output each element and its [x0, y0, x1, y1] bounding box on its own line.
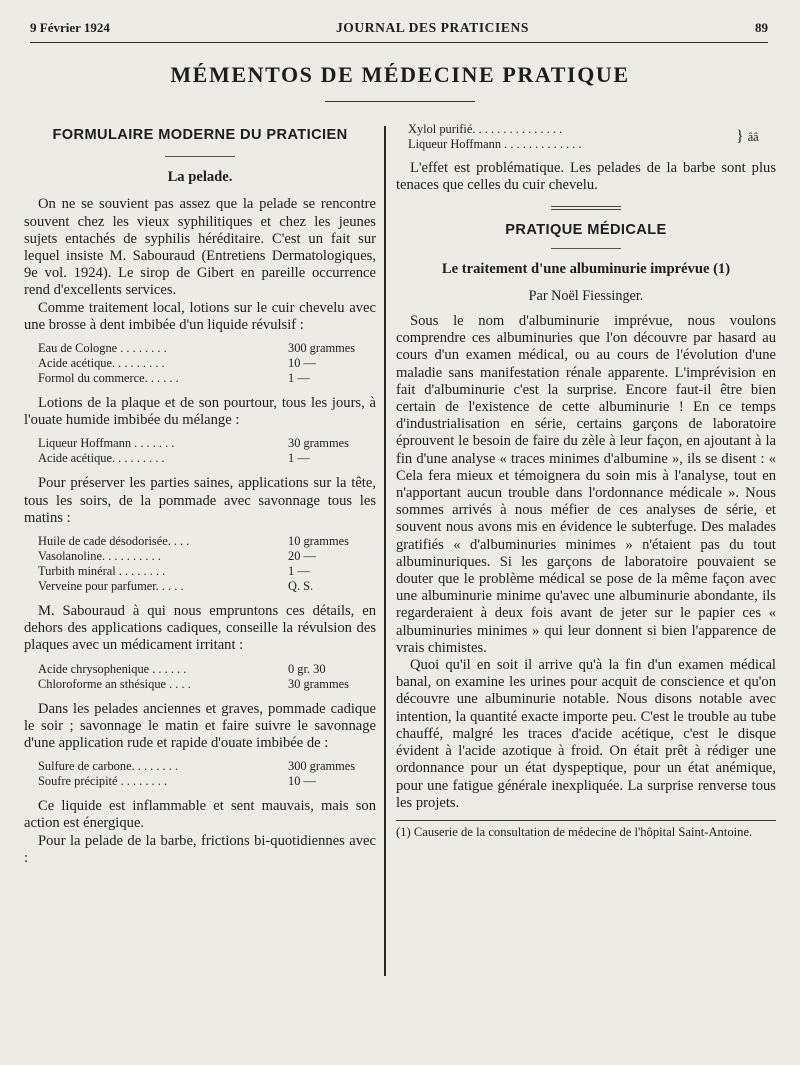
recipe-qty: } ââ [736, 128, 759, 145]
recipe-qty: 10 — [288, 356, 316, 371]
recipe-table [24, 341, 376, 386]
recipe-qty: 30 grammes [288, 676, 349, 691]
recipe-table [24, 662, 376, 692]
recipe-row [24, 371, 376, 386]
recipe-row [24, 662, 376, 677]
recipe-item: Turbith minéral . . . . . . . . [38, 564, 166, 579]
recipe-qty: 300 grammes [288, 341, 356, 356]
recipe-row [24, 677, 376, 692]
recipe-qty: Q. S. [288, 579, 314, 594]
recipe-qty: 1 — [288, 451, 310, 466]
paragraph: Quoi qu'il en soit il arrive qu'à la fin d'un examen médical banal, on examine les urines pour acquit de conscience et qu'on découvre une albuminurie notable. Nous disons notable avec intention, la quantité exacte importe peu. C'est le trouble au tube chauffé, malgré les traces d'acide acétique, c'est le disque évident à l'acide azotique à froid. On était prêt à rédiger une ordonnance pour un état dyspeptique, pour un état anémique, pour une fatigue générale inexpliquée. La surprise renverse tous les projets. [396, 657, 776, 811]
recipe-qty: 30 grammes [288, 436, 349, 451]
section-rule [551, 206, 621, 210]
recipe-item: Soufre précipité . . . . . . . . [38, 774, 168, 789]
recipe-row [24, 759, 376, 774]
article-title-pelade: La pelade. [167, 169, 233, 186]
paragraph: Lotions de la plaque et de son pourtour, tous les jours, à l'ouate humide imbibée du mélange : [24, 395, 376, 429]
recipe-table [24, 534, 376, 594]
recipe-qty: 0 gr. 30 [288, 661, 326, 676]
section-heading-pratique: PRATIQUE MÉDICALE [505, 222, 667, 239]
recipe-qty: 300 grammes [288, 759, 356, 774]
recipe-row [24, 356, 376, 371]
paragraph: Sous le nom d'albuminurie imprévue, nous voulons comprendre ces albuminuries que l'on découvre par hasard au cours d'un examen médical, ou au cours de l'évolution d'une maladie sans manifestation rénale apparente. L'imprévision en fait d'albuminurie c'est la surprise. Encore faut-il être bien certain de l'existence de cette albuminurie ! En ce temps d'industrialisation en série, certains garçons de laboratoire éprouvent le besoin de faire du zèle à leur façon, en ajoutant à la fin d'une analyse « traces minimes d'albumine », ils se disent : « Cela fera mieux et témoignera du soin mis à l'analyse, tout en n'apportant aucun trouble dans l'ordonnance médicale ». Nous sommes arrivés à nous méfier de ces analyses de série, et souvent nous avons mis en évidence le subterfuge. Des malades gratifiés « d'albuminuries minimes » n'étaient pas du tout albuminuriques. Si les garçons de laboratoire pouvaient se douter que le problème médical se pose de la même façon avec une albuminurie minime qu'avec une albuminurie abondante, ils regarderaient à deux fois avant de jeter sur le papier ces « albuminuries minimes » qui leur donnent si bien l'apparence de vrais chimistes. [396, 313, 776, 656]
recipe-item: Chloroforme an sthésique . . . . [38, 676, 191, 691]
issue-date: 9 Février 1924 [30, 20, 110, 35]
recipe-item: Eau de Cologne . . . . . . . . [38, 341, 167, 356]
recipe-row [396, 122, 776, 137]
recipe-qty-text: ââ [747, 130, 759, 144]
recipe-item: Formol du commerce. . . . . . [38, 371, 179, 386]
running-head [30, 20, 768, 43]
recipe-item: Acide acétique. . . . . . . . . [38, 356, 165, 371]
section-rule [551, 248, 621, 249]
recipe-qty: 20 — [288, 549, 316, 564]
recipe-row [24, 436, 376, 451]
recipe-row [24, 534, 376, 549]
paragraph: Pour préserver les parties saines, applications sur la tête, tous les soirs, de la pommade avec savonnage tous les matins : [24, 475, 376, 526]
recipe-item: Verveine pour parfumer. . . . . [38, 579, 184, 594]
recipe-table [396, 122, 776, 152]
page-number: 89 [755, 20, 768, 35]
recipe-table [24, 436, 376, 466]
section-rule [165, 156, 235, 157]
recipe-row [24, 451, 376, 466]
footnote: (1) Causerie de la consultation de médecine de l'hôpital Saint-Antoine. [396, 820, 776, 840]
recipe-item: Liqueur Hoffmann . . . . . . . [38, 436, 175, 451]
recipe-item: Acide acétique. . . . . . . . . [38, 451, 165, 466]
paragraph: L'effet est problématique. Les pelades de la barbe sont plus tenaces que celles du cuir chevelu. [396, 160, 776, 194]
column-divider [384, 126, 386, 976]
recipe-row [24, 579, 376, 594]
recipe-item: Huile de cade désodorisée. . . . [38, 534, 190, 549]
recipe-row [24, 341, 376, 356]
recipe-row [24, 549, 376, 564]
paragraph: Dans les pelades anciennes et graves, pommade cadique le soir ; savonnage le matin et faire suivre le savonnage d'une application rude et rapide d'ouate imbibée de : [24, 700, 376, 752]
recipe-item: Liqueur Hoffmann . . . . . . . . . . . . . [408, 137, 582, 151]
paragraph: Pour la pelade de la barbe, frictions bi-quotidiennes avec : [24, 832, 376, 866]
title-rule [325, 101, 475, 102]
recipe-row [396, 137, 776, 152]
recipe-item: Sulfure de carbone. . . . . . . . [38, 759, 179, 774]
paragraph: Comme traitement local, lotions sur le cuir chevelu avec une brosse à dent imbibée d'un liquide révulsif : [24, 299, 376, 333]
recipe-qty: 10 grammes [288, 534, 349, 549]
article-title-albuminurie: Le traitement d'une albuminurie imprévue (1) [441, 260, 731, 277]
recipe-row [24, 774, 376, 789]
recipe-qty: 1 — [288, 371, 310, 386]
recipe-item: Xylol purifié. . . . . . . . . . . . . . . [408, 122, 563, 136]
recipe-item: Vasolanoline. . . . . . . . . . [38, 549, 161, 564]
left-column [24, 122, 376, 867]
recipe-table [24, 759, 376, 789]
journal-name: JOURNAL DES PRATICIENS [335, 20, 529, 35]
paragraph: M. Sabouraud à qui nous empruntons ces détails, en dehors des applications cadiques, conseille la révulsion des plaques avec un médicament irritant : [24, 603, 376, 654]
paragraph: On ne se souvient pas assez que la pelade se rencontre souvent chez les vieux syphilitiques et chez les jeunes sujets entachés de syphilis héréditaire. C'est un fait sur lequel insiste M. Sabouraud (Entretiens Dermatologiques, 9e vol. 1924). Le sirop de Gibert en pareille occurrence rend d'excellents services. [24, 196, 376, 299]
recipe-item: Acide chrysophenique . . . . . . [38, 661, 187, 676]
right-column [396, 122, 776, 840]
page-title: MÉMENTOS DE MÉDECINE PRATIQUE [170, 62, 630, 87]
paragraph: Ce liquide est inflammable et sent mauvais, mais son action est énergique. [24, 798, 376, 832]
section-heading-formulaire: FORMULAIRE MODERNE DU PRATICIEN [52, 127, 348, 143]
recipe-row [24, 564, 376, 579]
recipe-qty: 10 — [288, 774, 316, 789]
recipe-qty: 1 — [288, 564, 310, 579]
article-author: Par Noël Fiessinger. [528, 287, 644, 304]
